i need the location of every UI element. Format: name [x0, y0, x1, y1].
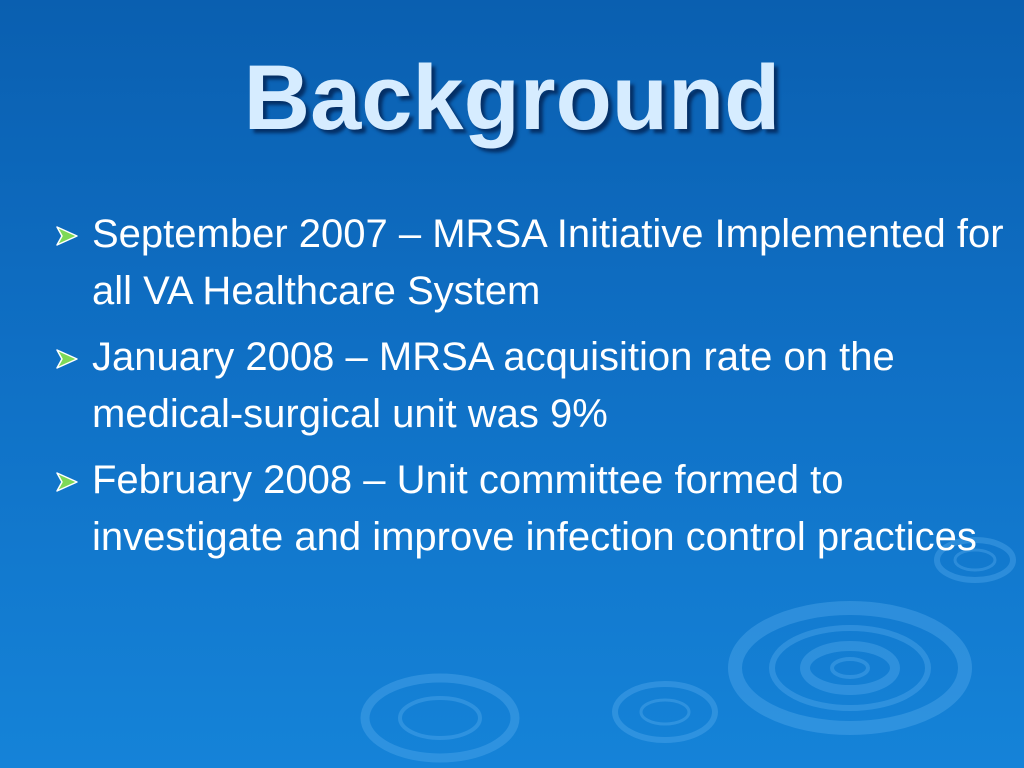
slide-title: Background — [243, 47, 781, 149]
list-item — [54, 329, 1014, 443]
bullet-text: September 2007 – MRSA Initiative Implemented for all VA Healthcare System — [92, 212, 1004, 313]
arrow-right-icon — [54, 471, 80, 493]
list-item — [54, 452, 1014, 566]
bullet-text: February 2008 – Unit committee formed to investigate and improve infection control practices — [92, 458, 977, 559]
arrow-right-icon — [54, 225, 80, 247]
list-item — [54, 206, 1014, 320]
bullet-text: January 2008 – MRSA acquisition rate on the medical-surgical unit was 9% — [92, 335, 895, 436]
bullet-list — [54, 206, 1014, 575]
arrow-right-icon — [54, 348, 80, 370]
